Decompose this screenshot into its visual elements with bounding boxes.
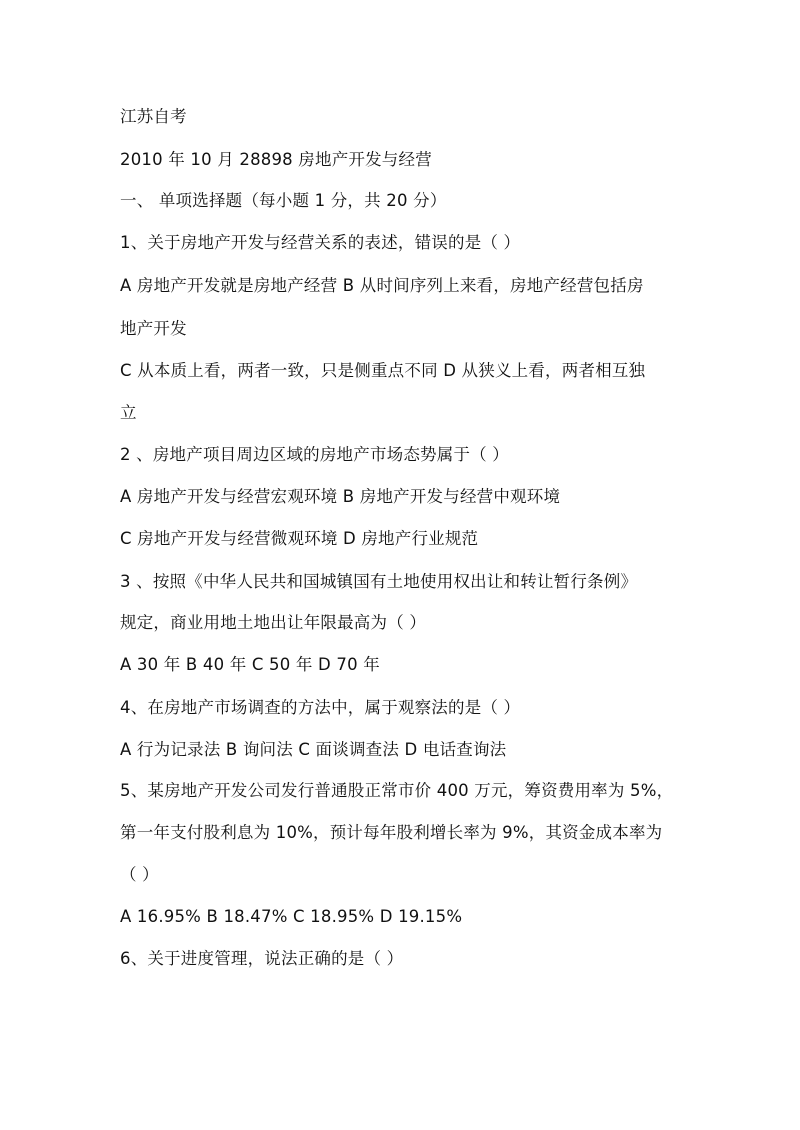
exam-title-line: 2010 年 10 月 28898 房地产开发与经营 [120, 150, 432, 169]
question-5-line-1: 5、某房地产开发公司发行普通股正常市价 400 万元，筹资费用率为 5%， [120, 781, 674, 800]
question-5-line-3: （ ） [120, 865, 159, 884]
question-5-line-2: 第一年支付股利息为 10%，预计每年股利增长率为 9%，其资金成本率为 [120, 823, 663, 842]
question-5-options: A 16.95% B 18.47% C 18.95% D 19.15% [120, 907, 463, 926]
question-3-line-2: 规定，商业用地土地出让年限最高为（ ） [120, 613, 427, 632]
question-4: 4、在房地产市场调查的方法中，属于观察法的是（ ） [120, 698, 521, 717]
question-2: 2 、房地产项目周边区域的房地产市场态势属于（ ） [120, 445, 509, 464]
document-title-line: 江苏自考 [120, 107, 187, 126]
section-heading: 一、 单项选择题（每小题 1 分，共 20 分） [120, 191, 447, 210]
question-1-options-line-3: C 从本质上看，两者一致，只是侧重点不同 D 从狭义上看，两者相互独 [120, 361, 646, 380]
question-1-options-line-2: 地产开发 [120, 319, 187, 338]
question-2-options-line-1: A 房地产开发与经营宏观环境 B 房地产开发与经营中观环境 [120, 487, 561, 506]
question-3-options: A 30 年 B 40 年 C 50 年 D 70 年 [120, 655, 380, 674]
question-2-options-line-2: C 房地产开发与经营微观环境 D 房地产行业规范 [120, 529, 479, 548]
question-4-options: A 行为记录法 B 询问法 C 面谈调查法 D 电话查询法 [120, 740, 507, 759]
question-6: 6、关于进度管理，说法正确的是（ ） [120, 949, 404, 968]
question-1: 1、关于房地产开发与经营关系的表述，错误的是（ ） [120, 233, 521, 252]
question-3-line-1: 3 、按照《中华人民共和国城镇国有土地使用权出让和转让暂行条例》 [120, 572, 638, 591]
question-1-options-line-1: A 房地产开发就是房地产经营 B 从时间序列上来看，房地产经营包括房 [120, 276, 644, 295]
question-1-options-line-4: 立 [120, 403, 137, 422]
